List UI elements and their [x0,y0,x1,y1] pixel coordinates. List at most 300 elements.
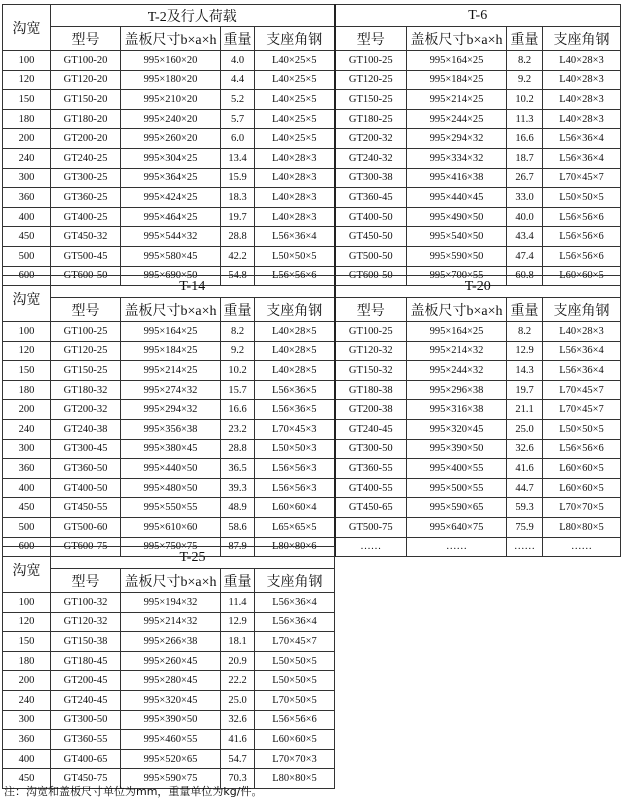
cell-cover-size: 995×550×55 [121,498,221,518]
cell-angle-steel: L60×60×5 [543,266,621,286]
cell-model: GT400-55 [335,478,407,498]
cell-model: GT450-55 [51,498,121,518]
cell-angle-steel: L56×56×6 [543,246,621,266]
cell-groove-width: 240 [3,148,51,168]
cell-angle-steel: L50×50×5 [255,671,335,691]
cell-weight: 41.6 [507,459,543,479]
table-row [3,632,335,652]
cell-angle-steel: L40×25×5 [255,129,335,149]
cell-model: GT450-50 [335,227,407,247]
table-row [3,730,335,750]
cell-cover-size: 995×750×75 [121,537,221,557]
cell-cover-size: 995×320×45 [407,419,507,439]
cell-cover-size: 995×214×25 [407,90,507,110]
cell-weight: 8.2 [507,51,543,71]
cell-weight: 10.2 [507,90,543,110]
cell-cover-size: 995×590×75 [121,769,221,789]
cell-angle-steel: L56×56×6 [543,439,621,459]
cell-angle-steel: L56×56×3 [255,459,335,479]
cell-cover-size: 995×296×38 [407,380,507,400]
table-row [3,227,621,247]
cell-model: GT240-45 [335,419,407,439]
cell-model: GT100-25 [335,322,407,342]
cell-cover-size: 995×380×45 [121,439,221,459]
cell-groove-width: 180 [3,380,51,400]
cell-cover-size: 995×280×45 [121,671,221,691]
cell-angle-steel: L60×60×5 [543,478,621,498]
cell-angle-steel: L50×50×5 [255,651,335,671]
table-row [3,70,621,90]
section-title: T-25 [51,547,335,569]
cell-weight: 9.2 [507,70,543,90]
cell-groove-width: 180 [3,109,51,129]
cell-weight: 32.6 [507,439,543,459]
cell-weight: 70.3 [221,769,255,789]
table-row [3,651,335,671]
cell-angle-steel: L56×36×4 [255,612,335,632]
cell-model: GT100-25 [335,51,407,71]
cell-groove-width: 360 [3,730,51,750]
cell-weight: 28.8 [221,439,255,459]
cell-groove-width: 200 [3,400,51,420]
cell-angle-steel: L60×60×5 [543,459,621,479]
table-row [3,361,621,381]
cell-model: GT300-50 [335,439,407,459]
header-model: 型号 [51,298,121,322]
header-groove-width: 沟宽 [3,5,51,51]
cell-angle-steel: L50×50×5 [255,246,335,266]
table-row [3,517,621,537]
table-row [3,439,621,459]
cell-model: GT500-45 [51,246,121,266]
cell-model: GT400-50 [51,478,121,498]
cell-cover-size: 995×334×32 [407,148,507,168]
cell-weight: …… [507,537,543,557]
cell-cover-size: 995×544×32 [121,227,221,247]
cell-model: GT150-32 [335,361,407,381]
section-title-left: T-14 [51,276,335,298]
cell-cover-size: 995×440×50 [121,459,221,479]
cell-weight: 16.6 [507,129,543,149]
cell-angle-steel: L56×36×4 [255,227,335,247]
cell-model: GT240-38 [51,419,121,439]
cell-cover-size: 995×214×25 [121,361,221,381]
cell-groove-width: 120 [3,612,51,632]
cell-model: GT200-32 [51,400,121,420]
cell-weight: 54.8 [221,266,255,286]
cell-model: GT360-50 [51,459,121,479]
cell-model: GT360-55 [51,730,121,750]
table-t14-t20 [2,275,621,557]
cell-angle-steel: L40×28×5 [255,341,335,361]
header-model: 型号 [335,27,407,51]
table-row [3,207,621,227]
cell-model: GT300-50 [51,710,121,730]
cell-weight: 13.4 [221,148,255,168]
cell-angle-steel: L70×45×7 [543,168,621,188]
footnote: 注：沟宽和盖板尺寸单位为mm，重量单位为kg/件。 [4,785,263,798]
cell-angle-steel: L40×28×3 [255,168,335,188]
cell-cover-size: 995×194×32 [121,593,221,613]
cell-model: GT200-45 [51,671,121,691]
cell-groove-width: 450 [3,769,51,789]
table-row [3,380,621,400]
cell-groove-width: 200 [3,129,51,149]
cell-weight: 11.4 [221,593,255,613]
cell-cover-size: 995×164×25 [407,51,507,71]
header-weight: 重量 [221,569,255,593]
cell-cover-size: 995×390×50 [407,439,507,459]
cell-cover-size: 995×316×38 [407,400,507,420]
cell-weight: 54.7 [221,749,255,769]
cell-model: GT500-60 [51,517,121,537]
cell-groove-width: 450 [3,498,51,518]
cell-weight: 18.1 [221,632,255,652]
cell-cover-size: 995×164×25 [121,322,221,342]
cell-cover-size: 995×180×20 [121,70,221,90]
cell-groove-width: 100 [3,51,51,71]
cell-model: …… [335,537,407,557]
cell-cover-size: 995×214×32 [407,341,507,361]
cell-angle-steel: L56×56×6 [255,710,335,730]
header-weight: 重量 [221,298,255,322]
cell-angle-steel: L56×36×4 [255,593,335,613]
cell-model: GT600-75 [51,537,121,557]
cell-groove-width: 400 [3,478,51,498]
cell-weight: 47.4 [507,246,543,266]
cell-weight: 15.7 [221,380,255,400]
cell-cover-size: 995×610×60 [121,517,221,537]
cell-weight: 25.0 [221,690,255,710]
cell-model: GT400-50 [335,207,407,227]
cell-model: GT200-32 [335,129,407,149]
table-row [3,478,621,498]
cell-weight: 23.2 [221,419,255,439]
cell-model: GT600-50 [51,266,121,286]
cell-angle-steel: L70×50×5 [255,690,335,710]
table-row [3,612,335,632]
table-row [3,148,621,168]
cell-angle-steel: L40×28×5 [255,322,335,342]
cell-groove-width: 120 [3,70,51,90]
table-t2-t6 [2,4,621,286]
cell-groove-width: 500 [3,517,51,537]
table-row [3,498,621,518]
cell-model: GT240-32 [335,148,407,168]
cell-angle-steel: L40×28×3 [255,207,335,227]
header-angle-steel: 支座角钢 [255,298,335,322]
cell-groove-width: 200 [3,671,51,691]
cell-angle-steel: L70×70×3 [255,749,335,769]
cell-weight: 43.4 [507,227,543,247]
cell-weight: 5.2 [221,90,255,110]
cell-groove-width: 150 [3,361,51,381]
cell-groove-width: 240 [3,690,51,710]
cell-weight: 10.2 [221,361,255,381]
cell-weight: 8.2 [507,322,543,342]
cell-groove-width: 100 [3,593,51,613]
cell-model: GT180-38 [335,380,407,400]
table-row [3,109,621,129]
cell-cover-size: 995×440×45 [407,188,507,208]
table-row [3,168,621,188]
cell-cover-size: 995×416×38 [407,168,507,188]
cell-angle-steel: L40×28×3 [543,70,621,90]
cell-cover-size: 995×700×55 [407,266,507,286]
cell-weight: 19.7 [507,380,543,400]
cell-groove-width: 300 [3,168,51,188]
cell-weight: 6.0 [221,129,255,149]
header-weight: 重量 [507,27,543,51]
cell-cover-size: 995×210×20 [121,90,221,110]
cell-model: GT100-32 [51,593,121,613]
cell-angle-steel: L40×25×5 [255,90,335,110]
cell-cover-size: 995×590×65 [407,498,507,518]
cell-cover-size: 995×244×32 [407,361,507,381]
cell-groove-width: 300 [3,439,51,459]
cell-angle-steel: L56×36×4 [543,129,621,149]
cell-model: GT120-32 [51,612,121,632]
cell-weight: 22.2 [221,671,255,691]
cell-weight: 40.0 [507,207,543,227]
cell-angle-steel: L40×28×3 [255,188,335,208]
cell-angle-steel: L60×60×4 [255,498,335,518]
cell-weight: 8.2 [221,322,255,342]
cell-cover-size: 995×390×50 [121,710,221,730]
cell-cover-size: 995×540×50 [407,227,507,247]
cell-weight: 20.9 [221,651,255,671]
cell-model: GT500-75 [335,517,407,537]
cell-weight: 44.7 [507,478,543,498]
cell-cover-size: 995×294×32 [121,400,221,420]
cell-model: GT500-50 [335,246,407,266]
cell-cover-size: 995×400×55 [407,459,507,479]
cell-model: GT200-20 [51,129,121,149]
cell-weight: 18.3 [221,188,255,208]
table-row [3,51,621,71]
table-t25 [2,546,335,789]
cell-model: GT300-45 [51,439,121,459]
header-groove-width: 沟宽 [3,547,51,593]
cell-groove-width: 400 [3,207,51,227]
cell-weight: 48.9 [221,498,255,518]
header-weight: 重量 [221,27,255,51]
cell-weight: 9.2 [221,341,255,361]
cell-groove-width: 360 [3,188,51,208]
cell-groove-width: 120 [3,341,51,361]
header-angle-steel: 支座角钢 [543,298,621,322]
section-title-right: T-20 [335,276,621,298]
cell-angle-steel: L40×25×5 [255,51,335,71]
header-model: 型号 [51,27,121,51]
cell-weight: 75.9 [507,517,543,537]
cell-cover-size: 995×260×45 [121,651,221,671]
cell-cover-size: 995×690×50 [121,266,221,286]
cell-angle-steel: L56×56×6 [255,266,335,286]
cell-groove-width: 400 [3,749,51,769]
cell-weight: 4.0 [221,51,255,71]
cell-angle-steel: L56×56×6 [543,207,621,227]
cell-weight: 32.6 [221,710,255,730]
cell-angle-steel: L40×28×3 [543,322,621,342]
header-groove-width: 沟宽 [3,276,51,322]
cell-groove-width: 180 [3,651,51,671]
cell-groove-width: 240 [3,419,51,439]
cell-weight: 12.9 [507,341,543,361]
cell-angle-steel: L80×80×5 [543,517,621,537]
table-row [3,419,621,439]
cell-cover-size: 995×214×32 [121,612,221,632]
header-cover-size: 盖板尺寸b×a×h [121,569,221,593]
section-title-right: T-6 [335,5,621,27]
cell-angle-steel: L40×28×3 [543,90,621,110]
cell-cover-size: 995×464×25 [121,207,221,227]
cell-cover-size: 995×240×20 [121,109,221,129]
cell-weight: 41.6 [221,730,255,750]
cell-cover-size: 995×266×38 [121,632,221,652]
header-weight: 重量 [507,298,543,322]
cell-weight: 87.9 [221,537,255,557]
cell-model: GT400-65 [51,749,121,769]
cell-weight: 14.3 [507,361,543,381]
cell-model: GT450-75 [51,769,121,789]
cell-cover-size: 995×580×45 [121,246,221,266]
table-row [3,593,335,613]
cell-cover-size: 995×480×50 [121,478,221,498]
section-title-left: T-2及行人荷载 [51,5,335,27]
cell-weight: 5.7 [221,109,255,129]
cell-model: GT240-45 [51,690,121,710]
cell-weight: 39.3 [221,478,255,498]
cell-model: GT180-20 [51,109,121,129]
table-row [3,188,621,208]
cell-angle-steel: L40×28×5 [255,361,335,381]
cell-cover-size: 995×184×25 [121,341,221,361]
cell-groove-width: 450 [3,227,51,247]
header-model: 型号 [51,569,121,593]
cell-model: GT120-32 [335,341,407,361]
header-model: 型号 [335,298,407,322]
cell-cover-size: 995×164×25 [407,322,507,342]
cell-groove-width: 150 [3,632,51,652]
cell-angle-steel: L70×45×3 [255,419,335,439]
cell-angle-steel: L80×80×5 [255,769,335,789]
cell-angle-steel: …… [543,537,621,557]
cell-weight: 16.6 [221,400,255,420]
cell-cover-size: 995×274×32 [121,380,221,400]
cell-groove-width: 100 [3,322,51,342]
cell-weight: 19.7 [221,207,255,227]
cell-model: GT120-20 [51,70,121,90]
cell-angle-steel: L56×56×3 [255,478,335,498]
cell-groove-width: 300 [3,710,51,730]
cell-cover-size: 995×460×55 [121,730,221,750]
cell-weight: 12.9 [221,612,255,632]
cell-angle-steel: L80×80×6 [255,537,335,557]
cell-weight: 60.8 [507,266,543,286]
cell-angle-steel: L40×28×3 [543,109,621,129]
cell-weight: 11.3 [507,109,543,129]
cell-cover-size: 995×424×25 [121,188,221,208]
table-row [3,246,621,266]
cell-model: GT450-32 [51,227,121,247]
cell-angle-steel: L70×45×7 [255,632,335,652]
cell-weight: 15.9 [221,168,255,188]
cell-model: GT360-55 [335,459,407,479]
table-row [3,90,621,110]
cell-model: GT100-25 [51,322,121,342]
cell-weight: 36.5 [221,459,255,479]
header-cover-size: 盖板尺寸b×a×h [121,27,221,51]
cell-angle-steel: L70×45×7 [543,380,621,400]
cell-cover-size: 995×364×25 [121,168,221,188]
cell-angle-steel: L40×28×3 [543,51,621,71]
cell-cover-size: 995×490×50 [407,207,507,227]
table-row [3,129,621,149]
cell-cover-size: …… [407,537,507,557]
header-cover-size: 盖板尺寸b×a×h [407,27,507,51]
cell-model: GT400-25 [51,207,121,227]
cell-model: GT360-25 [51,188,121,208]
cell-cover-size: 995×320×45 [121,690,221,710]
cell-angle-steel: L50×50×3 [255,439,335,459]
cell-angle-steel: L56×36×4 [543,341,621,361]
cell-angle-steel: L56×36×5 [255,380,335,400]
cell-cover-size: 995×294×32 [407,129,507,149]
cell-angle-steel: L50×50×5 [543,188,621,208]
cell-groove-width: 150 [3,90,51,110]
cell-cover-size: 995×304×25 [121,148,221,168]
cell-model: GT120-25 [335,70,407,90]
table-row [3,459,621,479]
cell-cover-size: 995×184×25 [407,70,507,90]
cell-model: GT150-20 [51,90,121,110]
table-row [3,710,335,730]
cell-weight: 18.7 [507,148,543,168]
cell-model: GT150-25 [51,361,121,381]
table-row [3,341,621,361]
table-row [3,690,335,710]
cell-model: GT180-32 [51,380,121,400]
cell-groove-width: 360 [3,459,51,479]
cell-cover-size: 995×520×65 [121,749,221,769]
cell-weight: 25.0 [507,419,543,439]
cell-weight: 58.6 [221,517,255,537]
cell-angle-steel: L70×70×5 [543,498,621,518]
header-angle-steel: 支座角钢 [255,27,335,51]
cell-cover-size: 995×500×55 [407,478,507,498]
cell-angle-steel: L65×65×5 [255,517,335,537]
cell-model: GT360-45 [335,188,407,208]
cell-model: GT300-38 [335,168,407,188]
cell-groove-width: 600 [3,266,51,286]
cell-model: GT150-25 [335,90,407,110]
cell-weight: 28.8 [221,227,255,247]
table-row [3,400,621,420]
cell-angle-steel: L60×60×5 [255,730,335,750]
cell-model: GT180-45 [51,651,121,671]
cell-angle-steel: L70×45×7 [543,400,621,420]
table-row [3,322,621,342]
cell-model: GT600-50 [335,266,407,286]
cell-groove-width: 500 [3,246,51,266]
cell-model: GT240-25 [51,148,121,168]
cell-cover-size: 995×640×75 [407,517,507,537]
cell-model: GT200-38 [335,400,407,420]
cell-angle-steel: L40×25×5 [255,70,335,90]
header-cover-size: 盖板尺寸b×a×h [407,298,507,322]
cell-weight: 26.7 [507,168,543,188]
